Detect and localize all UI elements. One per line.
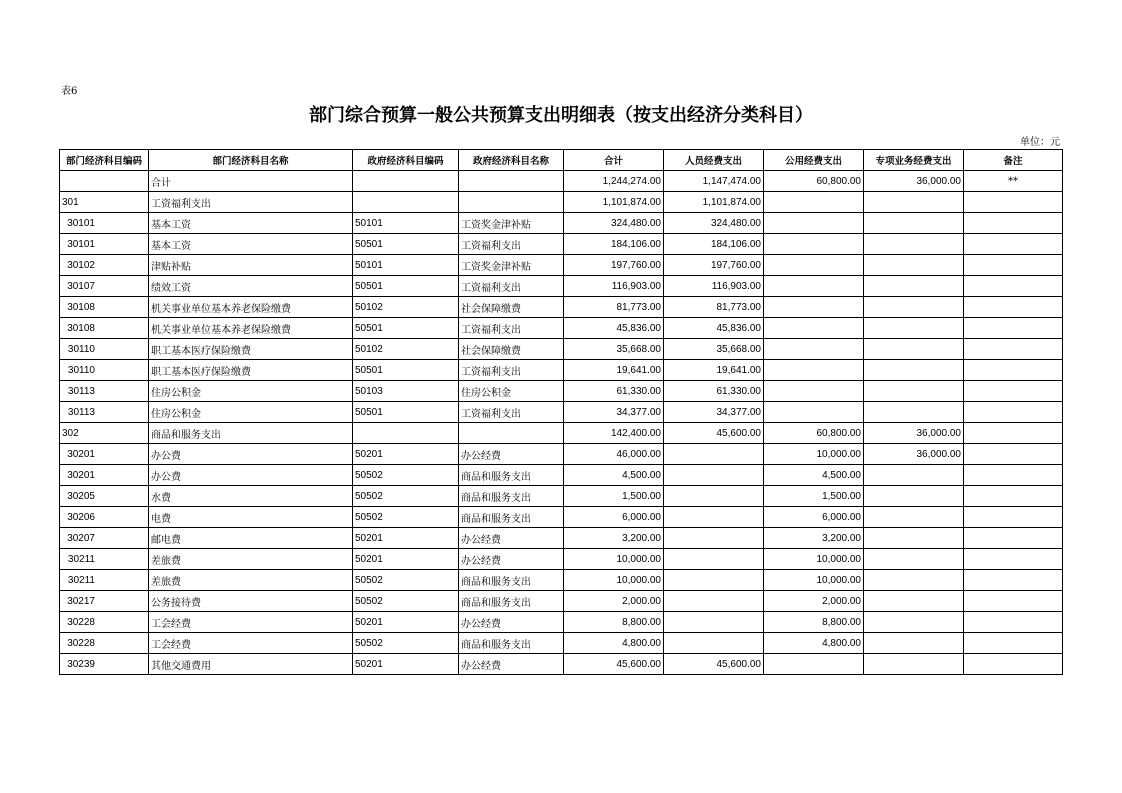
cell-special [864, 255, 964, 276]
cell-note [964, 486, 1063, 507]
cell-total: 45,600.00 [564, 654, 664, 675]
cell-dept-code: 30108 [60, 318, 149, 339]
table-row [60, 402, 1063, 423]
cell-gov-code: 50501 [353, 360, 459, 381]
table-row [60, 570, 1063, 591]
cell-dept-code: 30228 [60, 633, 149, 654]
cell-dept-code: 30205 [60, 486, 149, 507]
cell-special [864, 192, 964, 213]
cell-dept-code: 30217 [60, 591, 149, 612]
cell-gov-name: 工资福利支出 [459, 360, 564, 381]
cell-dept-code: 30206 [60, 507, 149, 528]
cell-dept-code: 30107 [60, 276, 149, 297]
cell-public: 4,500.00 [764, 465, 864, 486]
cell-personnel: 184,106.00 [664, 234, 764, 255]
cell-note: ** [964, 171, 1063, 192]
table-body [60, 171, 1063, 675]
cell-dept-code: 301 [60, 192, 149, 213]
cell-dept-code: 30239 [60, 654, 149, 675]
cell-total: 4,500.00 [564, 465, 664, 486]
cell-dept-name: 工会经费 [149, 633, 353, 654]
cell-gov-code: 50201 [353, 444, 459, 465]
cell-note [964, 276, 1063, 297]
cell-total: 6,000.00 [564, 507, 664, 528]
cell-dept-name: 工会经费 [149, 612, 353, 633]
table-row [60, 381, 1063, 402]
cell-dept-code: 30101 [60, 213, 149, 234]
cell-dept-code: 30201 [60, 444, 149, 465]
cell-dept-code: 30207 [60, 528, 149, 549]
cell-dept-name: 其他交通费用 [149, 654, 353, 675]
cell-gov-code: 50201 [353, 549, 459, 570]
cell-note [964, 255, 1063, 276]
cell-gov-code: 50502 [353, 633, 459, 654]
cell-dept-code [60, 171, 149, 192]
cell-public [764, 381, 864, 402]
cell-gov-name: 办公经费 [459, 549, 564, 570]
cell-gov-name: 住房公积金 [459, 381, 564, 402]
cell-note [964, 402, 1063, 423]
cell-gov-code: 50201 [353, 528, 459, 549]
cell-special [864, 402, 964, 423]
cell-total: 61,330.00 [564, 381, 664, 402]
cell-note [964, 339, 1063, 360]
cell-public: 6,000.00 [764, 507, 864, 528]
cell-personnel: 1,101,874.00 [664, 192, 764, 213]
cell-public [764, 402, 864, 423]
cell-special [864, 591, 964, 612]
header-public: 公用经费支出 [764, 150, 864, 171]
cell-special [864, 612, 964, 633]
header-personnel: 人员经费支出 [664, 150, 764, 171]
cell-gov-code: 50502 [353, 591, 459, 612]
cell-total: 116,903.00 [564, 276, 664, 297]
cell-total: 45,836.00 [564, 318, 664, 339]
cell-note [964, 213, 1063, 234]
header-gov-name: 政府经济科目名称 [459, 150, 564, 171]
cell-gov-name: 办公经费 [459, 444, 564, 465]
cell-dept-name: 职工基本医疗保险缴费 [149, 360, 353, 381]
cell-public [764, 234, 864, 255]
table-row [60, 486, 1063, 507]
cell-personnel: 45,836.00 [664, 318, 764, 339]
table-row [60, 612, 1063, 633]
cell-public: 60,800.00 [764, 171, 864, 192]
cell-gov-code: 50502 [353, 486, 459, 507]
cell-note [964, 528, 1063, 549]
cell-special [864, 633, 964, 654]
cell-note [964, 234, 1063, 255]
cell-personnel [664, 465, 764, 486]
cell-special [864, 654, 964, 675]
cell-special [864, 297, 964, 318]
cell-gov-name: 工资福利支出 [459, 234, 564, 255]
cell-note [964, 507, 1063, 528]
cell-total: 35,668.00 [564, 339, 664, 360]
cell-note [964, 654, 1063, 675]
cell-gov-name: 商品和服务支出 [459, 570, 564, 591]
cell-dept-name: 邮电费 [149, 528, 353, 549]
cell-dept-name: 住房公积金 [149, 381, 353, 402]
cell-public [764, 318, 864, 339]
cell-gov-name [459, 192, 564, 213]
cell-gov-name: 工资奖金津补贴 [459, 255, 564, 276]
cell-public [764, 360, 864, 381]
cell-gov-code [353, 192, 459, 213]
table-row [60, 234, 1063, 255]
cell-personnel: 116,903.00 [664, 276, 764, 297]
cell-personnel: 45,600.00 [664, 654, 764, 675]
table-row [60, 654, 1063, 675]
unit-label: 单位：元 [1020, 137, 1060, 148]
cell-note [964, 570, 1063, 591]
cell-dept-name: 基本工资 [149, 213, 353, 234]
cell-dept-name: 绩效工资 [149, 276, 353, 297]
cell-special [864, 465, 964, 486]
cell-special [864, 213, 964, 234]
cell-special [864, 318, 964, 339]
cell-total: 46,000.00 [564, 444, 664, 465]
header-dept-code: 部门经济科目编码 [60, 150, 149, 171]
cell-note [964, 360, 1063, 381]
cell-dept-name: 办公费 [149, 465, 353, 486]
cell-gov-name: 工资福利支出 [459, 276, 564, 297]
table-row [60, 255, 1063, 276]
cell-dept-name: 水费 [149, 486, 353, 507]
header-note: 备注 [964, 150, 1063, 171]
cell-dept-name: 机关事业单位基本养老保险缴费 [149, 297, 353, 318]
cell-public: 10,000.00 [764, 570, 864, 591]
cell-special: 36,000.00 [864, 423, 964, 444]
cell-dept-name: 津贴补贴 [149, 255, 353, 276]
cell-total: 4,800.00 [564, 633, 664, 654]
cell-dept-code: 30211 [60, 570, 149, 591]
cell-total: 8,800.00 [564, 612, 664, 633]
table-number: 表6 [61, 86, 78, 97]
cell-special [864, 486, 964, 507]
cell-personnel [664, 633, 764, 654]
cell-public: 10,000.00 [764, 549, 864, 570]
cell-public: 4,800.00 [764, 633, 864, 654]
cell-special [864, 570, 964, 591]
cell-gov-code: 50201 [353, 654, 459, 675]
cell-gov-code: 50101 [353, 255, 459, 276]
cell-special [864, 381, 964, 402]
cell-gov-code: 50502 [353, 570, 459, 591]
cell-gov-name: 商品和服务支出 [459, 633, 564, 654]
cell-special: 36,000.00 [864, 444, 964, 465]
budget-table [59, 149, 1063, 675]
cell-total: 19,641.00 [564, 360, 664, 381]
cell-gov-name [459, 423, 564, 444]
cell-personnel [664, 549, 764, 570]
table-row [60, 633, 1063, 654]
cell-note [964, 591, 1063, 612]
cell-gov-name: 办公经费 [459, 528, 564, 549]
cell-personnel [664, 486, 764, 507]
table-row [60, 465, 1063, 486]
cell-personnel [664, 612, 764, 633]
cell-total: 1,244,274.00 [564, 171, 664, 192]
cell-personnel [664, 444, 764, 465]
cell-gov-name: 商品和服务支出 [459, 591, 564, 612]
header-gov-code: 政府经济科目编码 [353, 150, 459, 171]
cell-gov-name: 商品和服务支出 [459, 507, 564, 528]
cell-total: 10,000.00 [564, 549, 664, 570]
cell-gov-code: 50502 [353, 507, 459, 528]
header-special: 专项业务经费支出 [864, 150, 964, 171]
cell-dept-name: 职工基本医疗保险缴费 [149, 339, 353, 360]
cell-note [964, 318, 1063, 339]
table-row [60, 171, 1063, 192]
cell-special [864, 360, 964, 381]
cell-special: 36,000.00 [864, 171, 964, 192]
cell-dept-name: 商品和服务支出 [149, 423, 353, 444]
cell-dept-code: 30201 [60, 465, 149, 486]
cell-note [964, 465, 1063, 486]
cell-dept-code: 30102 [60, 255, 149, 276]
table-row [60, 297, 1063, 318]
cell-dept-name: 机关事业单位基本养老保险缴费 [149, 318, 353, 339]
cell-note [964, 423, 1063, 444]
cell-gov-code [353, 423, 459, 444]
header-row [60, 150, 1063, 171]
cell-special [864, 276, 964, 297]
cell-dept-name: 电费 [149, 507, 353, 528]
cell-dept-code: 30110 [60, 360, 149, 381]
cell-dept-code: 30113 [60, 381, 149, 402]
table-row [60, 423, 1063, 444]
cell-personnel [664, 528, 764, 549]
cell-dept-name: 差旅费 [149, 549, 353, 570]
cell-personnel: 19,641.00 [664, 360, 764, 381]
cell-total: 81,773.00 [564, 297, 664, 318]
header-total: 合计 [564, 150, 664, 171]
cell-personnel: 324,480.00 [664, 213, 764, 234]
cell-public [764, 297, 864, 318]
cell-public: 3,200.00 [764, 528, 864, 549]
cell-gov-code [353, 171, 459, 192]
cell-note [964, 444, 1063, 465]
cell-gov-code: 50102 [353, 339, 459, 360]
cell-total: 197,760.00 [564, 255, 664, 276]
cell-public: 2,000.00 [764, 591, 864, 612]
cell-gov-name: 工资福利支出 [459, 402, 564, 423]
page-title: 部门综合预算一般公共预算支出明细表（按支出经济分类科目） [309, 105, 813, 126]
cell-public: 10,000.00 [764, 444, 864, 465]
cell-gov-name: 社会保障缴费 [459, 297, 564, 318]
cell-public [764, 339, 864, 360]
cell-personnel [664, 591, 764, 612]
cell-dept-code: 30101 [60, 234, 149, 255]
cell-gov-name: 社会保障缴费 [459, 339, 564, 360]
cell-special [864, 507, 964, 528]
cell-public [764, 213, 864, 234]
cell-dept-name: 住房公积金 [149, 402, 353, 423]
cell-personnel: 81,773.00 [664, 297, 764, 318]
cell-dept-code: 30108 [60, 297, 149, 318]
cell-personnel: 34,377.00 [664, 402, 764, 423]
table-row [60, 339, 1063, 360]
cell-gov-code: 50201 [353, 612, 459, 633]
cell-note [964, 192, 1063, 213]
cell-gov-code: 50103 [353, 381, 459, 402]
cell-special [864, 528, 964, 549]
cell-total: 1,500.00 [564, 486, 664, 507]
cell-gov-name: 工资福利支出 [459, 318, 564, 339]
table-row [60, 507, 1063, 528]
cell-personnel: 197,760.00 [664, 255, 764, 276]
cell-public [764, 255, 864, 276]
cell-dept-code: 30228 [60, 612, 149, 633]
cell-dept-name: 办公费 [149, 444, 353, 465]
cell-personnel: 45,600.00 [664, 423, 764, 444]
table-row [60, 549, 1063, 570]
cell-total: 2,000.00 [564, 591, 664, 612]
cell-gov-code: 50501 [353, 234, 459, 255]
header-dept-name: 部门经济科目名称 [149, 150, 353, 171]
cell-gov-name: 商品和服务支出 [459, 465, 564, 486]
cell-special [864, 234, 964, 255]
cell-public: 1,500.00 [764, 486, 864, 507]
cell-total: 10,000.00 [564, 570, 664, 591]
cell-note [964, 612, 1063, 633]
cell-personnel: 61,330.00 [664, 381, 764, 402]
cell-public: 8,800.00 [764, 612, 864, 633]
cell-note [964, 297, 1063, 318]
table-row [60, 591, 1063, 612]
cell-public [764, 654, 864, 675]
cell-dept-code: 30211 [60, 549, 149, 570]
cell-gov-name: 办公经费 [459, 612, 564, 633]
cell-dept-code: 30110 [60, 339, 149, 360]
cell-dept-code: 302 [60, 423, 149, 444]
cell-special [864, 549, 964, 570]
cell-public [764, 276, 864, 297]
table-row [60, 192, 1063, 213]
cell-note [964, 549, 1063, 570]
table-row [60, 360, 1063, 381]
cell-gov-code: 50102 [353, 297, 459, 318]
cell-gov-code: 50101 [353, 213, 459, 234]
cell-dept-name: 工资福利支出 [149, 192, 353, 213]
cell-gov-code: 50501 [353, 402, 459, 423]
cell-total: 142,400.00 [564, 423, 664, 444]
cell-gov-code: 50501 [353, 276, 459, 297]
table-row [60, 528, 1063, 549]
cell-gov-name: 工资奖金津补贴 [459, 213, 564, 234]
cell-total: 3,200.00 [564, 528, 664, 549]
cell-personnel [664, 570, 764, 591]
cell-dept-name: 合计 [149, 171, 353, 192]
cell-total: 184,106.00 [564, 234, 664, 255]
cell-total: 1,101,874.00 [564, 192, 664, 213]
table-row [60, 276, 1063, 297]
cell-public [764, 192, 864, 213]
cell-special [864, 339, 964, 360]
cell-personnel: 35,668.00 [664, 339, 764, 360]
cell-note [964, 633, 1063, 654]
cell-total: 34,377.00 [564, 402, 664, 423]
cell-dept-name: 基本工资 [149, 234, 353, 255]
cell-total: 324,480.00 [564, 213, 664, 234]
table-row [60, 444, 1063, 465]
table-row [60, 213, 1063, 234]
cell-dept-code: 30113 [60, 402, 149, 423]
cell-gov-code: 50502 [353, 465, 459, 486]
cell-public: 60,800.00 [764, 423, 864, 444]
cell-personnel: 1,147,474.00 [664, 171, 764, 192]
cell-dept-name: 公务接待费 [149, 591, 353, 612]
cell-note [964, 381, 1063, 402]
cell-personnel [664, 507, 764, 528]
table-row [60, 318, 1063, 339]
cell-gov-name [459, 171, 564, 192]
cell-gov-name: 办公经费 [459, 654, 564, 675]
cell-gov-name: 商品和服务支出 [459, 486, 564, 507]
cell-gov-code: 50501 [353, 318, 459, 339]
cell-dept-name: 差旅费 [149, 570, 353, 591]
